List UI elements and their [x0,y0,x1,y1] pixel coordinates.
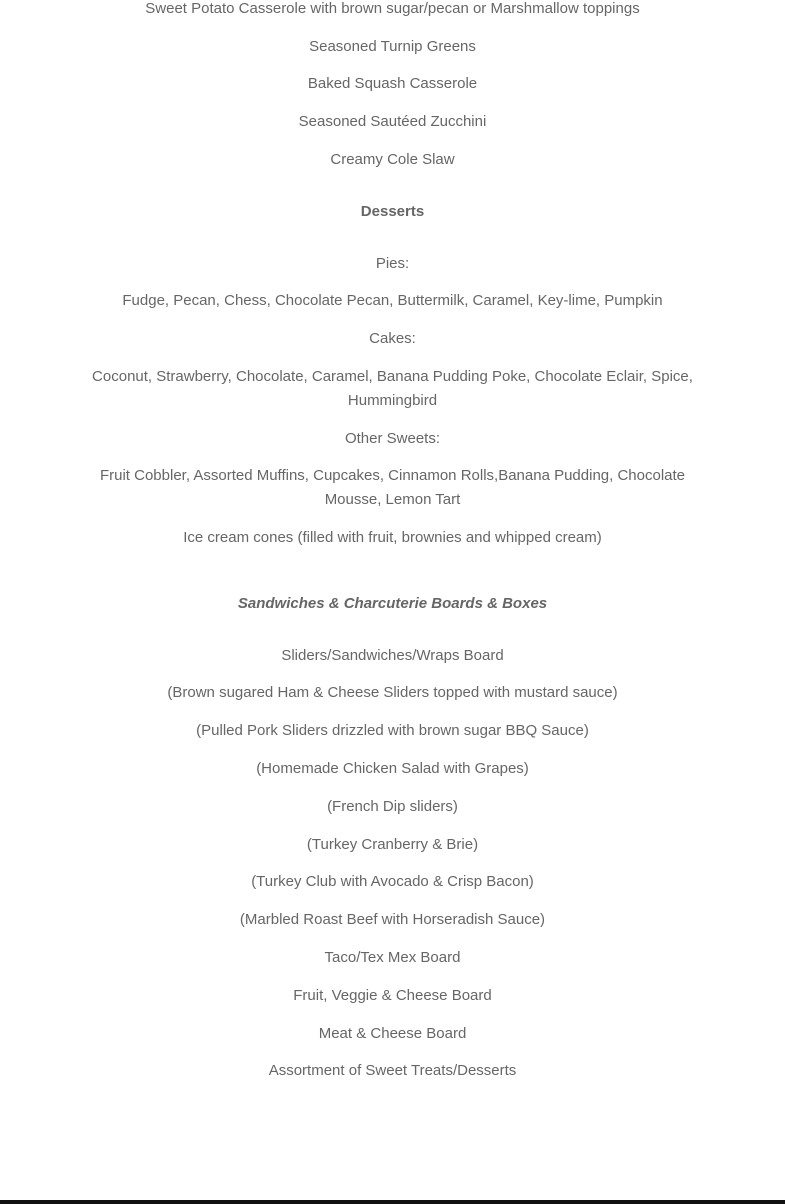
pies-label: Pies: [375,255,410,272]
side-item: Creamy Cole Slaw [330,151,455,168]
desserts-heading: Desserts [360,203,425,220]
cakes-list: Coconut, Strawberry, Chocolate, Caramel, Banana Pudding Poke, Chocolate Eclair, Spice, Hummingbird [92,368,693,409]
side-item: Sweet Potato Casserole with brown sugar/pecan or Marshmallow toppings [145,0,640,17]
footer-divider [0,1200,785,1204]
board-item: Sliders/Sandwiches/Wraps Board [281,647,504,664]
board-item: (Turkey Cranberry & Brie) [306,836,479,853]
board-item: (Turkey Club with Avocado & Crisp Bacon) [251,873,534,890]
board-item: (Brown sugared Ham & Cheese Sliders topped with mustard sauce) [167,684,618,701]
board-item: (Marbled Roast Beef with Horseradish Sauce) [239,911,546,928]
board-item: (French Dip sliders) [327,798,458,815]
board-item: Assortment of Sweet Treats/Desserts [268,1062,517,1079]
other-sweets-list: Fruit Cobbler, Assorted Muffins, Cupcakes, Cinnamon Rolls,Banana Pudding, Chocolate Mousse, Lemon Tart [99,467,686,508]
other-sweets-label: Other Sweets: [344,430,441,447]
ice-cream-item: Ice cream cones (filled with fruit, brownies and whipped cream) [183,529,602,546]
board-item: Taco/Tex Mex Board [324,949,461,966]
cakes-label: Cakes: [369,330,416,347]
board-item: (Pulled Pork Sliders drizzled with brown sugar BBQ Sauce) [196,722,589,739]
side-item: Baked Squash Casserole [307,75,478,92]
pies-list: Fudge, Pecan, Chess, Chocolate Pecan, Buttermilk, Caramel, Key-lime, Pumpkin [122,292,663,309]
board-item: (Homemade Chicken Salad with Grapes) [256,760,529,777]
board-item: Meat & Cheese Board [318,1025,467,1042]
side-item: Seasoned Sautéed Zucchini [298,113,487,130]
boards-heading: Sandwiches & Charcuterie Boards & Boxes [237,595,548,612]
side-item: Seasoned Turnip Greens [309,38,476,55]
board-item: Fruit, Veggie & Cheese Board [293,987,492,1004]
